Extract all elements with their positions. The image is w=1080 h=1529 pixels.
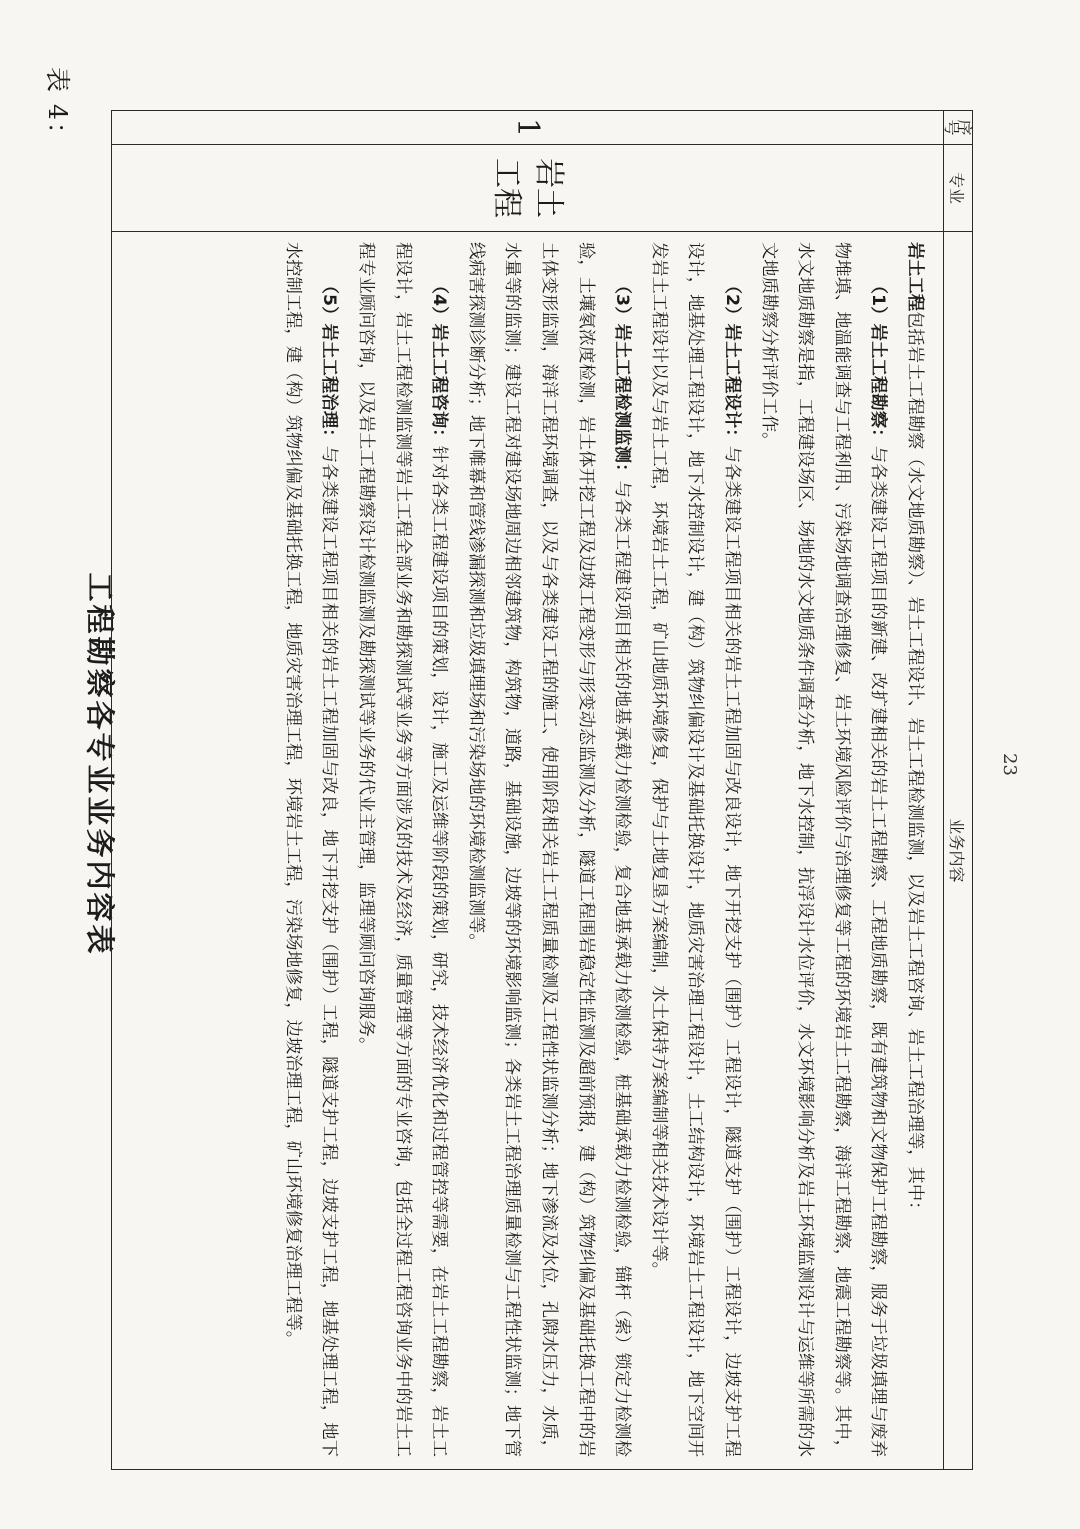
page-number: 23 bbox=[999, 753, 1020, 776]
row-number: 1 bbox=[112, 111, 944, 145]
item-monitoring bbox=[457, 242, 640, 1457]
item-survey-text: 与各类建设工程项目的新建、改扩建相关的岩土工程勘察、工程地质勘察，既有建筑物和文物保护工程勘察，服务于垃圾填埋与废弃物堆填、地温能调查与工程利用、污染场地调查治理修复、岩土环境风险评价与治理修复等工程的环境岩土工程勘察，海洋工程勘察，地震工程勘察等。其中，水文地质勘察是指，工程建设场区、场地的水文地质条件调查分析，地下水控制，抗浮设计水位评价，水文环境影响分析及岩土环境监测设计与运维等所需的水文地质勘察分析评价工作。 bbox=[758, 242, 889, 1457]
page-title: 工程勘察各专业业务内容表 bbox=[83, 572, 117, 957]
item-consulting-text: 针对各类工程建设项目的策划，设计，施工及运维等阶段的策划，研究，技术经济优化和过程管控等需要，在岩土工程勘察，岩土工程设计，岩土工程检测监测等岩土工程全部业务和勘探测试等业务等方面涉及的技术及经济，质量管理等方面的专业咨询，包括全过程工程咨询业务中的岩土工程专业顾问咨询，以及岩土工程勘察设计检测监测及勘探测试等业务的代业主管理，监理等顾问咨询服务。 bbox=[356, 242, 450, 1457]
item-treatment bbox=[274, 242, 347, 1457]
header-no: 序号 bbox=[944, 111, 973, 145]
item-consulting-heading: （4）岩土工程咨询： bbox=[429, 276, 450, 446]
intro-paragraph bbox=[896, 242, 933, 1457]
item-treatment-text: 与各类建设工程项目相关的岩土工程加固与改良，地下开挖支护（围护）工程，隧道支护工程，边坡支护工程，地基处理工程，地下水控制工程，建（构）筑物纠偏及基础托换工程，地质灾害治理工程，环境岩土工程，污染场地修复，边坡治理工程，矿山环境修复治理工程等。 bbox=[282, 242, 340, 1457]
header-major: 专业 bbox=[944, 145, 973, 232]
table-row bbox=[112, 111, 944, 1470]
content-cell bbox=[112, 232, 944, 1470]
item-design-heading: （2）岩土工程设计： bbox=[722, 276, 743, 446]
intro-text: 包括岩土工程勘察（水文地质勘察）、岩土工程设计、岩土工程检测监测，以及岩土工程咨询、岩土工程治理等，其中： bbox=[905, 311, 925, 1219]
major-name bbox=[112, 145, 944, 232]
item-consulting bbox=[348, 242, 458, 1457]
header-content: 业务内容 bbox=[944, 232, 973, 1470]
item-survey-heading: （1）岩土工程勘察： bbox=[868, 276, 889, 446]
table-label: 表 4： bbox=[43, 67, 72, 149]
item-monitoring-heading: （3）岩土工程检测监测： bbox=[612, 276, 633, 481]
intro-term: 岩土工程 bbox=[905, 242, 925, 312]
item-design bbox=[640, 242, 750, 1457]
item-monitoring-text: 与各类工程建设项目相关的地基承载力检测检验，复合地基承载力检测检验，桩基础承载力检测检验，锚杆（索）锁定力检测检验，土壤氡浓度检测，岩土体开挖工程及边坡工程变形与形变动态监测及分析，隧道工程围岩稳定性监测及超前预报，建（构）筑物纠偏及基础托换工程中的岩土体变形监测，海洋工程环境调查，以及与各类建设工程的施工、使用阶段相关岩土工程质量检测及工程性状监测分析；地下渗流及水位，孔隙水压力，水质，水量等的监测；建设工程对建设场地周边相邻建筑物，构筑物，道路，基础设施，边坡等的环境影响监测；各类岩土工程治理质量检测与工程性状监测；地下管线病害探测诊断分析；地下帷幕和管线渗漏探测和垃圾填埋场和污染场地的环境检测监测等。 bbox=[465, 242, 633, 1457]
item-treatment-heading: （5）岩土工程治理： bbox=[319, 276, 340, 446]
major-name-text: 岩土工程 bbox=[489, 158, 567, 218]
table-header-row bbox=[944, 111, 973, 1470]
item-survey bbox=[750, 242, 896, 1457]
business-content-table bbox=[111, 110, 973, 1470]
item-design-text: 与各类建设工程项目相关的岩土工程加固与改良设计，地下开挖支护（围护）工程设计，隧道支护（围护）工程设计，边坡支护工程设计，地基处理工程设计，地下水控制设计，建（构）筑物纠偏设计及基础托换设计，地质灾害治理工程设计，土工结构设计，环境岩土工程设计，地下空间开发岩土工程设计以及与岩土工程，环境岩土工程，矿山地质环境修复，保护与土地复垦方案编制，水土保持方案编制等相关技术设计等。 bbox=[648, 242, 743, 1457]
